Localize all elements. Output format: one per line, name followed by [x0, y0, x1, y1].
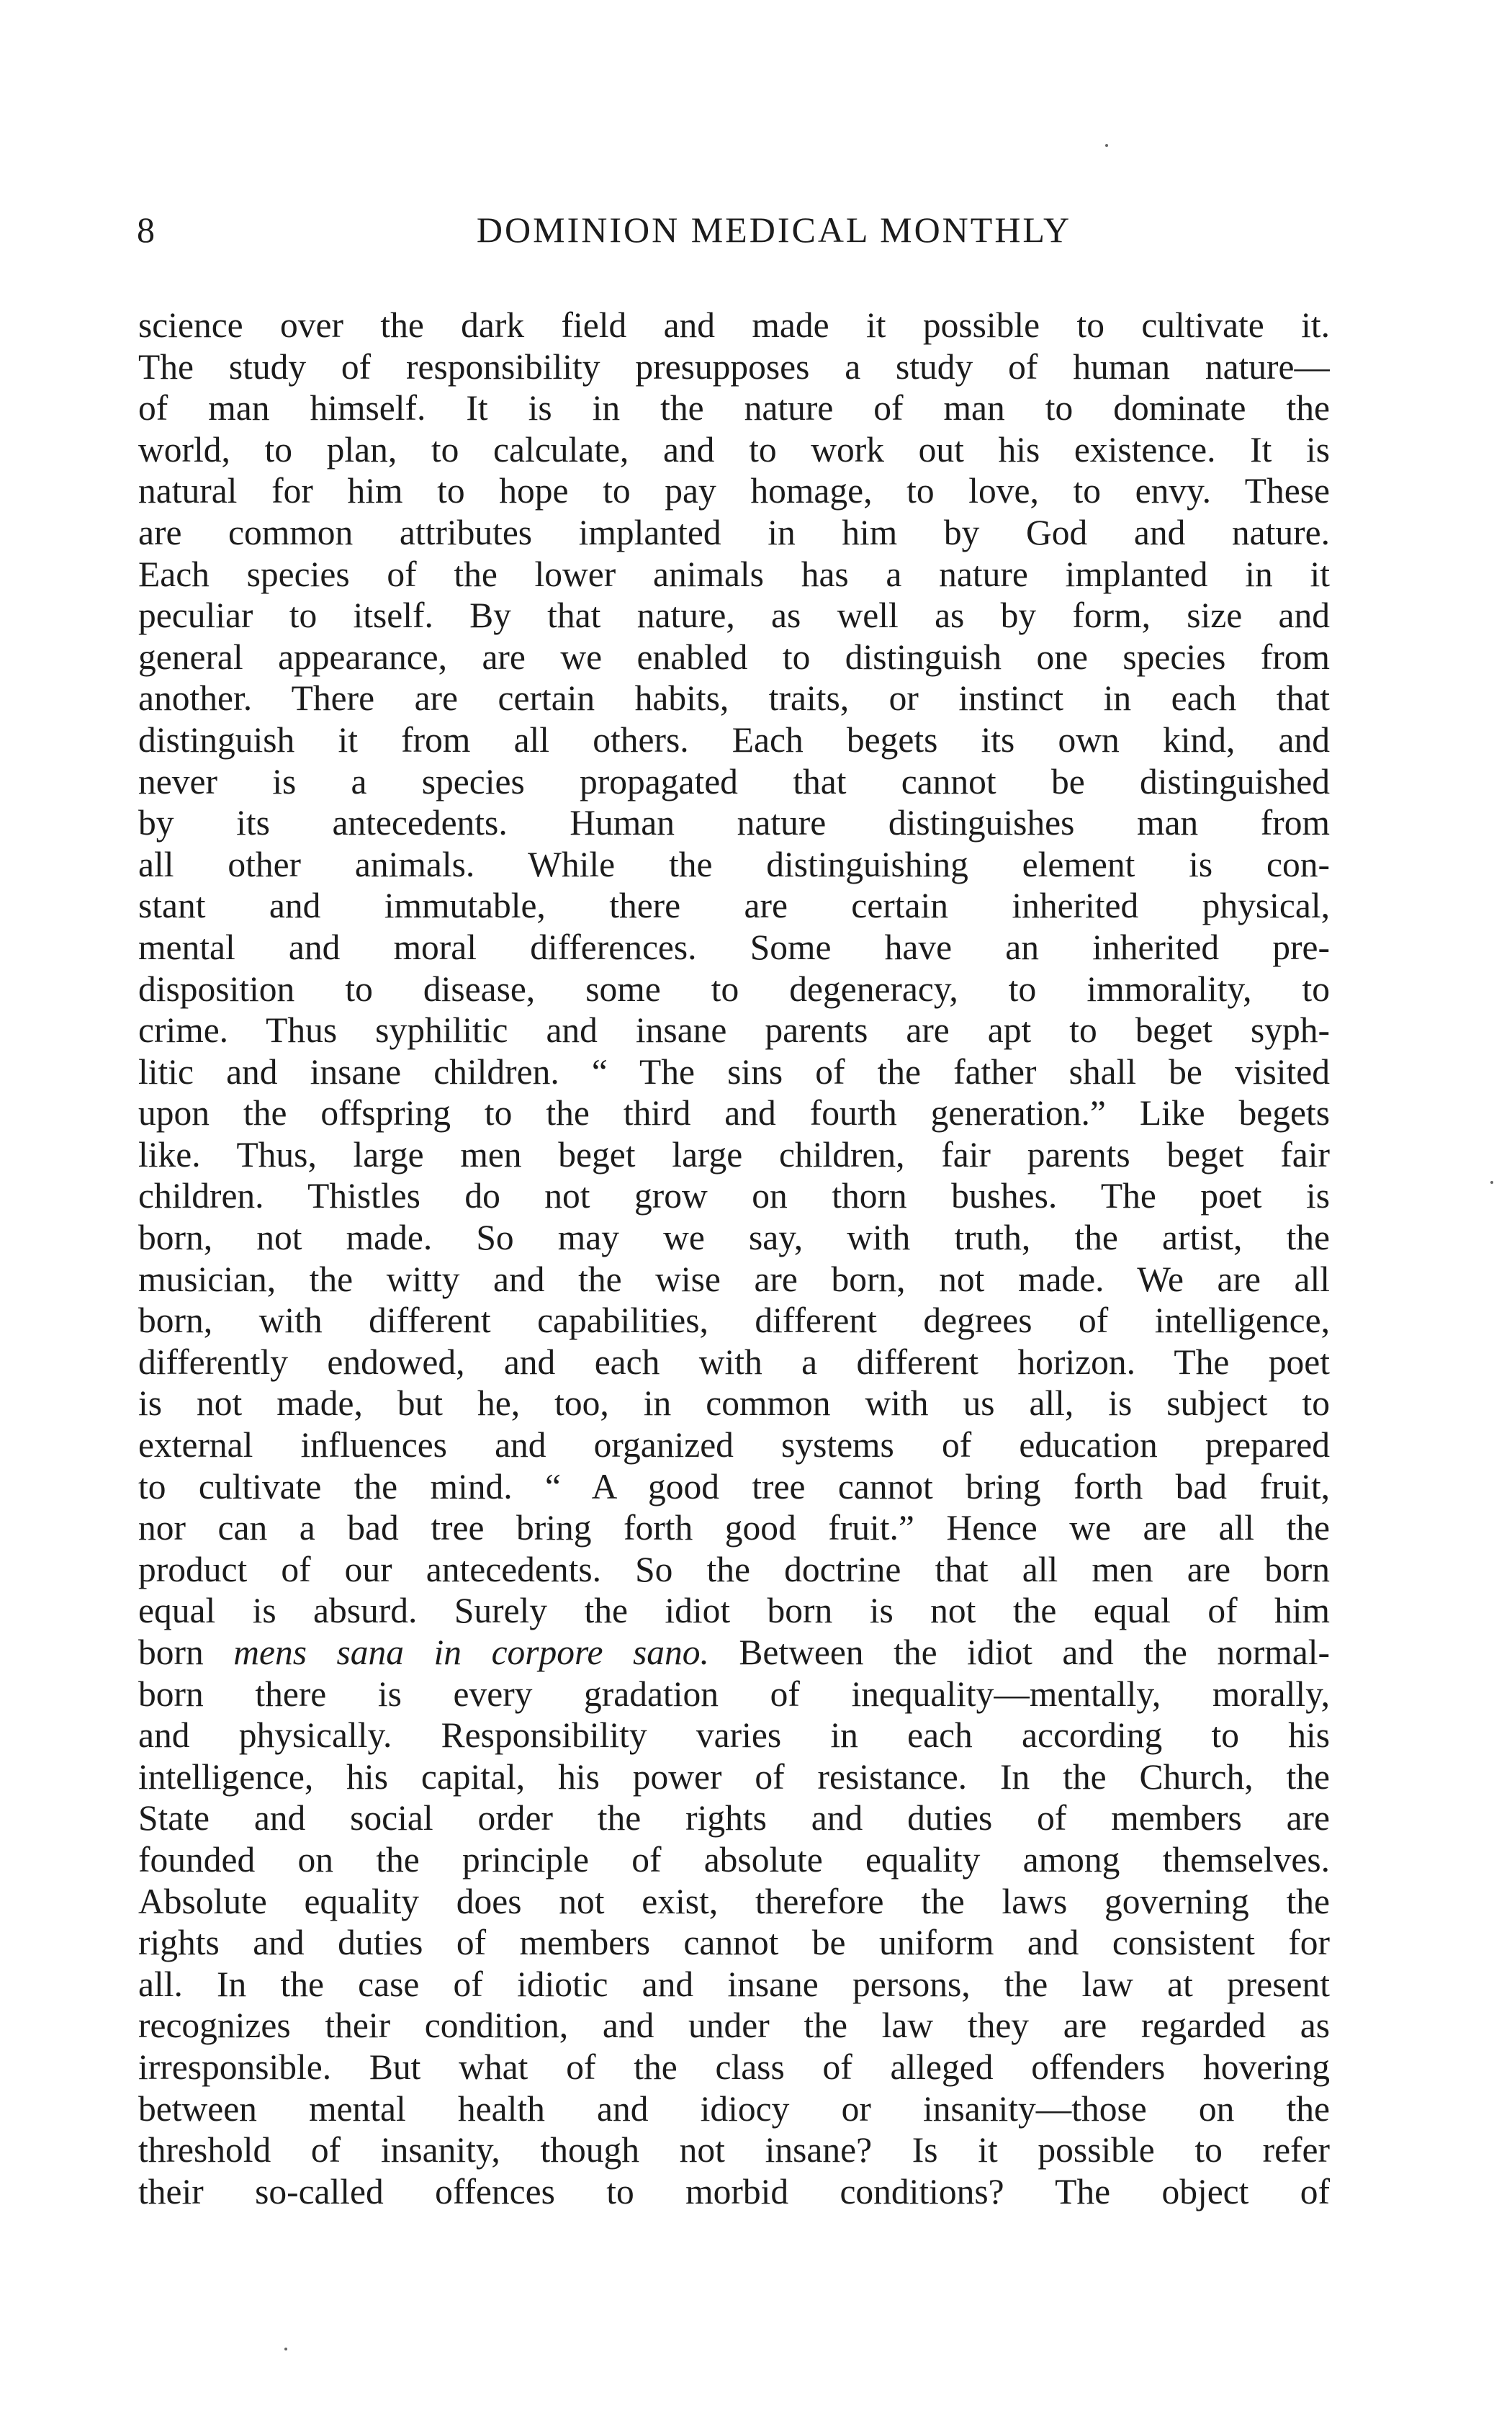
page-speck	[1490, 1181, 1493, 1184]
page-number: 8	[137, 210, 156, 250]
text-line: never is a species propagated that cannot be distinguished	[138, 761, 1330, 801]
text-line: of man himself. It is in the nature of man to dominate the	[138, 388, 1330, 428]
text-line: upon the offspring to the third and fourth generation.” Like begets	[138, 1093, 1330, 1133]
text-line: equal is absurd. Surely the idiot born is not the equal of him	[138, 1591, 1330, 1631]
text-line: children. Thistles do not grow on thorn bushes. The poet is	[138, 1176, 1330, 1216]
body-text	[138, 305, 1330, 2212]
text-line: general appearance, are we enabled to distinguish one species from	[138, 637, 1330, 677]
text-line: stant and immutable, there are certain inherited physical,	[138, 886, 1330, 926]
text-line: is not made, but he, too, in common with us all, is subject to	[138, 1383, 1330, 1424]
text-line: world, to plan, to calculate, and to work out his existence. It is	[138, 429, 1330, 470]
text-line: distinguish it from all others. Each begets its own kind, and	[138, 719, 1330, 760]
text-line: founded on the principle of absolute equality among themselves.	[138, 1839, 1330, 1880]
running-title: DOMINION MEDICAL MONTHLY	[476, 210, 1072, 250]
text-line: irresponsible. But what of the class of alleged offenders hovering	[138, 2047, 1330, 2087]
text-line: State and social order the rights and duties of members are	[138, 1798, 1330, 1838]
text-line: litic and insane children. “ The sins of the father shall be visited	[138, 1051, 1330, 1092]
text-line: crime. Thus syphilitic and insane parents are apt to beget syph-	[138, 1010, 1330, 1051]
text-line: musician, the witty and the wise are born, not made. We are all	[138, 1259, 1330, 1299]
text-line: external influences and organized systems of education prepared	[138, 1425, 1330, 1465]
text-line: intelligence, his capital, his power of resistance. In the Church, the	[138, 1756, 1330, 1797]
text-line: nor can a bad tree bring forth good fruit.” Hence we are all the	[138, 1508, 1330, 1548]
text-line: mental and moral differences. Some have an inherited pre-	[138, 927, 1330, 967]
latin-line-before: born	[138, 1633, 234, 1672]
text-line: between mental health and idiocy or insanity—those on the	[138, 2088, 1330, 2129]
text-line: all. In the case of idiotic and insane persons, the law at present	[138, 1964, 1330, 2004]
text-line: disposition to disease, some to degeneracy, to immorality, to	[138, 969, 1330, 1009]
page-speck	[284, 2348, 287, 2350]
text-line: Each species of the lower animals has a nature implanted in it	[138, 554, 1330, 594]
text-line: their so-called offences to morbid conditions? The object of	[138, 2171, 1330, 2211]
page-speck	[1105, 144, 1108, 147]
text-line: born, with different capabilities, different degrees of intelligence,	[138, 1301, 1330, 1341]
text-line: Absolute equality does not exist, therefore the laws governing the	[138, 1881, 1330, 1921]
text-line: born, not made. So may we say, with truth, the artist, the	[138, 1218, 1330, 1258]
text-line: are common attributes implanted in him by God and nature.	[138, 512, 1330, 552]
latin-phrase-line	[138, 1632, 1330, 1674]
latin-phrase: mens sana in corpore sano.	[233, 1633, 709, 1672]
text-line: peculiar to itself. By that nature, as well as by form, size and	[138, 596, 1330, 636]
text-line: another. There are certain habits, traits, or instinct in each that	[138, 678, 1330, 719]
text-line: product of our antecedents. So the doctrine that all men are born	[138, 1549, 1330, 1589]
page-header	[137, 209, 1318, 259]
text-line: and physically. Responsibility varies in each according to his	[138, 1715, 1330, 1756]
text-line: science over the dark field and made it possible to cultivate it.	[138, 305, 1330, 345]
text-line: like. Thus, large men beget large children, fair parents beget fair	[138, 1134, 1330, 1175]
text-line: natural for him to hope to pay homage, to love, to envy. These	[138, 471, 1330, 511]
text-line: differently endowed, and each with a different horizon. The poet	[138, 1342, 1330, 1382]
text-line: by its antecedents. Human nature distinguishes man from	[138, 803, 1330, 843]
text-line: threshold of insanity, though not insane? Is it possible to refer	[138, 2130, 1330, 2170]
text-line: all other animals. While the distinguishing element is con-	[138, 844, 1330, 884]
text-line: born there is every gradation of inequality—mentally, morally,	[138, 1674, 1330, 1714]
text-line: recognizes their condition, and under the law they are regarded as	[138, 2006, 1330, 2046]
latin-line-after: Between the idiot and the normal-	[708, 1633, 1330, 1672]
text-line: rights and duties of members cannot be uniform and consistent for	[138, 1923, 1330, 1963]
text-line: to cultivate the mind. “ A good tree cannot bring forth bad fruit,	[138, 1466, 1330, 1506]
text-line: The study of responsibility presupposes a study of human nature—	[138, 346, 1330, 387]
